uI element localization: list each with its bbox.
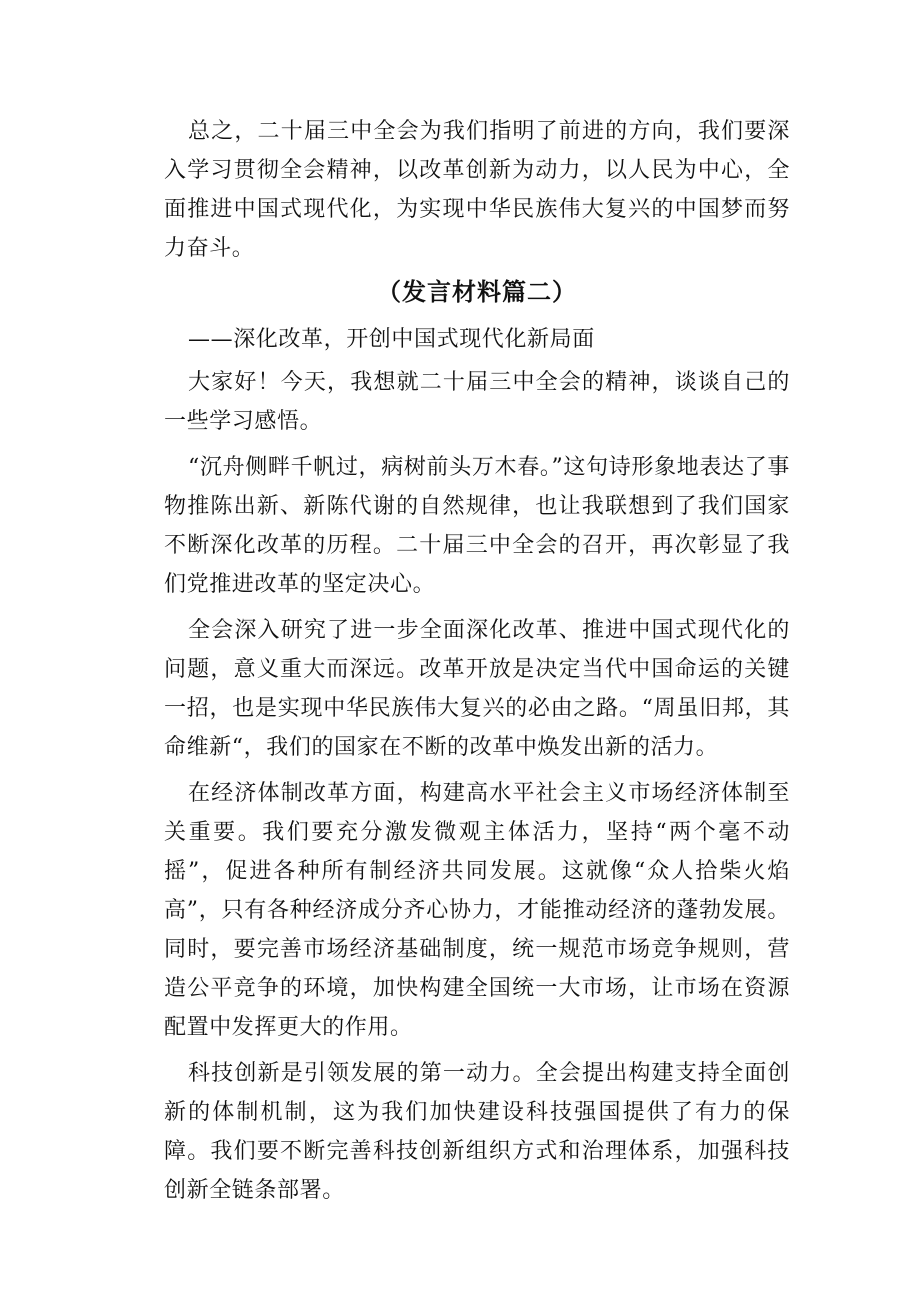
paragraph-greeting: 大家好！今天，我想就二十届三中全会的精神，谈谈自己的一些学习感悟。 <box>164 370 790 434</box>
document-body <box>164 112 790 1210</box>
speech-subtitle: ——深化改革，开创中国式现代化新局面 <box>188 327 595 352</box>
intro-paragraph: 总之，二十届三中全会为我们指明了前进的方向，我们要深入学习贯彻全会精神，以改革创新为动力，以人民为中心，全面推进中国式现代化，为实现中华民族伟大复兴的中国梦而努力奋斗。 <box>164 119 790 261</box>
paragraph-technology: 科技创新是引领发展的第一动力。全会提出构建支持全面创新的体制机制，这为我们加快建设科技强国提供了有力的保障。我们要不断完善科技创新组织方式和治理体系，加强科技创新全链条部署。 <box>164 1061 790 1203</box>
paragraph-plenary: 全会深入研究了进一步全面深化改革、推进中国式现代化的问题，意义重大而深远。改革开放是决定当代中国命运的关键一招，也是实现中华民族伟大复兴的必由之路。“周虽旧邦，其命维新“，我们的国家在不断的改革中焕发出新的活力。 <box>164 618 790 760</box>
paragraph-economy: 在经济体制改革方面，构建高水平社会主义市场经济体制至关重要。我们要充分激发微观主体活力，坚持“两个毫不动摇”，促进各种所有制经济共同发展。这就像“众人拾柴火焰高”，只有各种经济成分齐心协力，才能推动经济的蓬勃发展。同时，要完善市场经济基础制度，统一规范市场竞争规则，营造公平竞争的环境，加快构建全国统一大市场，让市场在资源配置中发挥更大的作用。 <box>164 781 790 1040</box>
section-heading: （发言材料篇二） <box>377 278 577 306</box>
paragraph-poem: “沉舟侧畔千帆过，病树前头万木春。”这句诗形象地表达了事物推陈出新、新陈代谢的自然规律，也让我联想到了我们国家不断深化改革的历程。二十届三中全会的召开，再次彰显了我们党推进改革的坚定决心。 <box>164 455 790 597</box>
